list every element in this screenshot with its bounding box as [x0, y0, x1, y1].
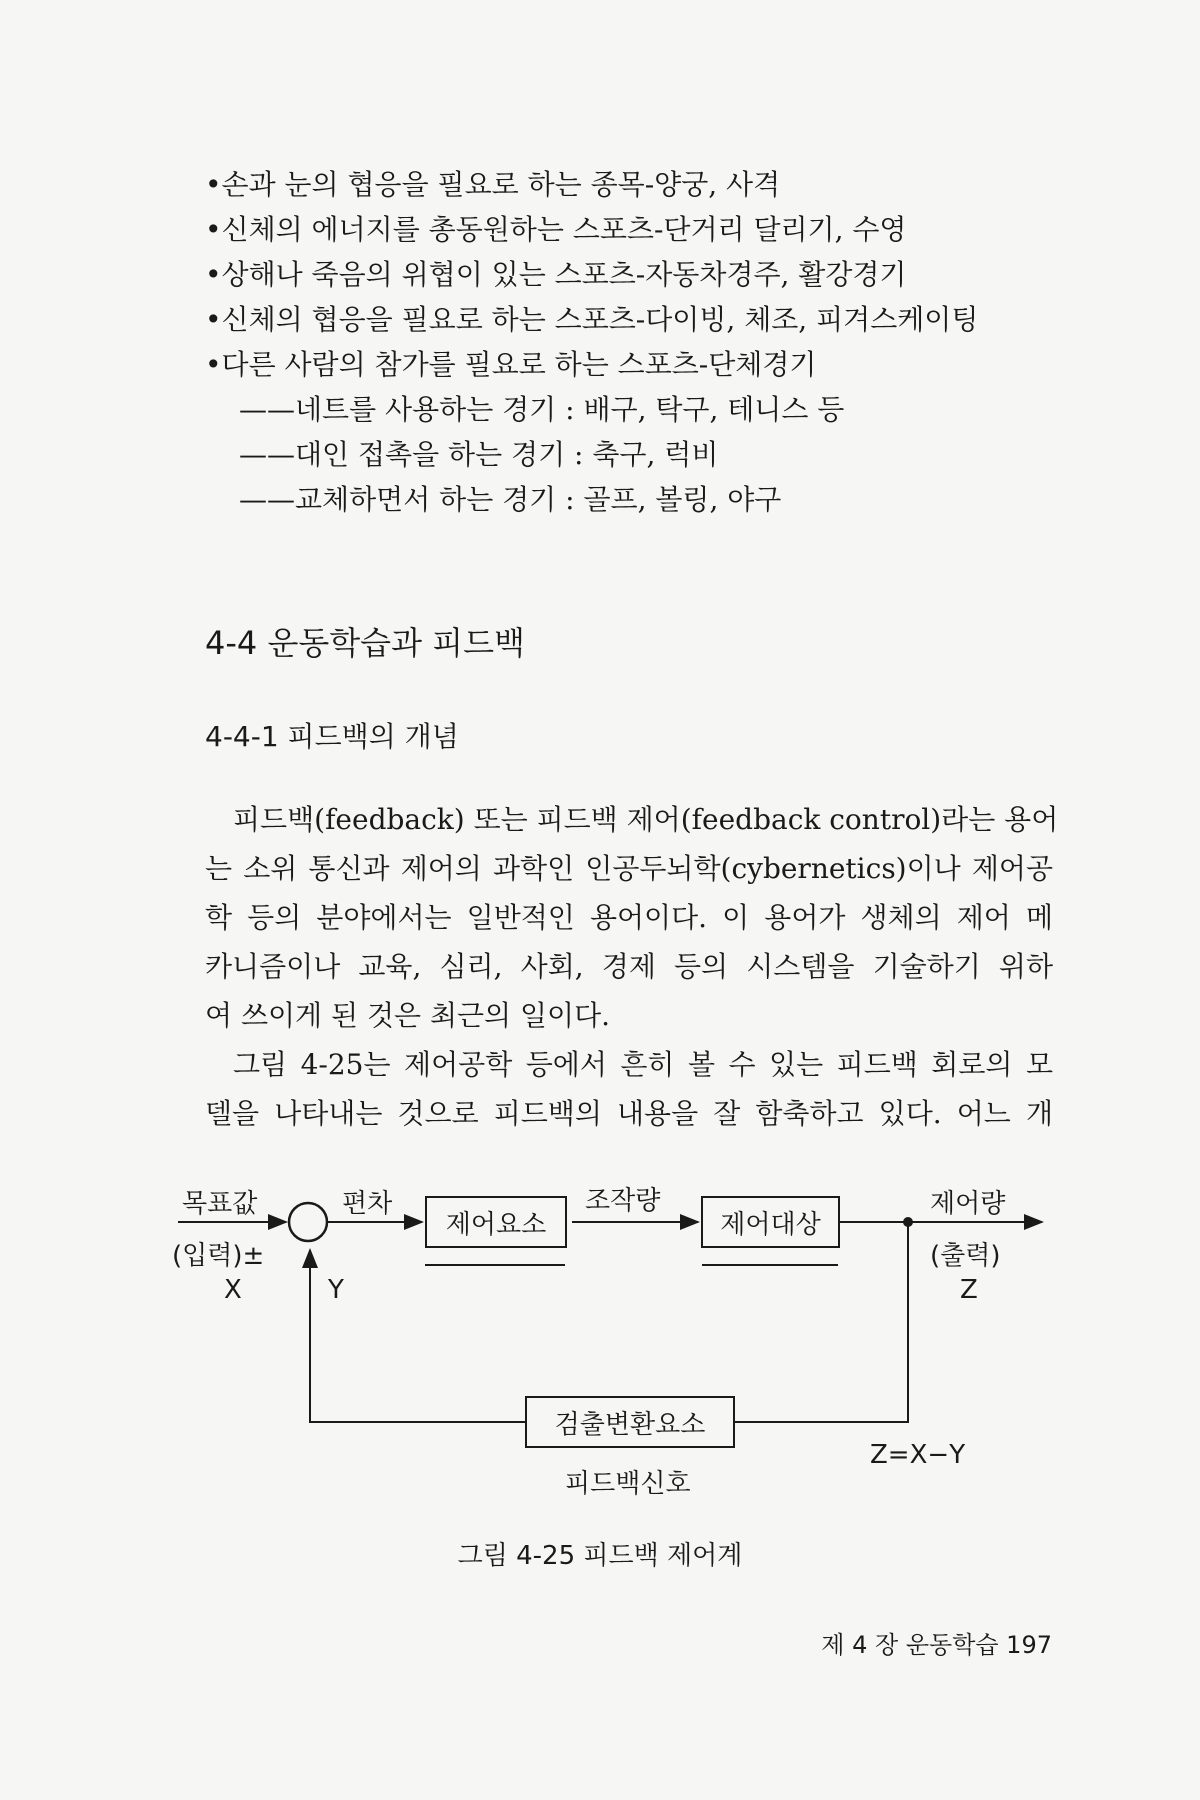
sub-item: ——교체하면서 하는 경기 : 골프, 볼링, 야구 — [239, 483, 782, 516]
paragraph-line: 학 등의 분야에서는 일반적인 용어이다. 이 용어가 생체의 제어 메 — [205, 901, 1053, 934]
error-label: 편차 — [342, 1189, 393, 1219]
bullet-item: •신체의 협응을 필요로 하는 스포츠-다이빙, 체조, 피겨스케이팅 — [205, 303, 979, 336]
controlled-label: 제어량 — [930, 1189, 1006, 1219]
paragraph-line: 여 쓰이게 된 것은 최근의 일이다. — [205, 999, 611, 1032]
bullet-item: •신체의 에너지를 총동원하는 스포츠-단거리 달리기, 수영 — [205, 213, 907, 246]
feedback-line-right — [735, 1222, 908, 1422]
bullet-list — [205, 162, 1105, 522]
bullet-item: •상해나 죽음의 위협이 있는 스포츠-자동차경주, 활강경기 — [205, 258, 907, 291]
feedback-signal-label: 피드백신호 — [565, 1469, 691, 1499]
bullet-item: •다른 사람의 참가를 필요로 하는 스포츠-단체경기 — [205, 348, 817, 381]
paragraph-line: 는 소위 통신과 제어의 과학인 인공두뇌학(cybernetics)이나 제어공 — [205, 852, 1053, 885]
controller-box: 제어요소 — [425, 1196, 567, 1248]
paragraph-line: 델을 나타내는 것으로 피드백의 내용을 잘 함축하고 있다. 어느 개 — [205, 1097, 1053, 1130]
input-label: (입력)± — [172, 1241, 265, 1271]
feedback-box: 검출변환요소 — [525, 1396, 735, 1448]
y-label: Y — [328, 1275, 344, 1305]
sub-item: ——대인 접촉을 하는 경기 : 축구, 럭비 — [239, 438, 719, 471]
paragraph-line: 그림 4-25는 제어공학 등에서 흔히 볼 수 있는 피드백 회로의 모 — [233, 1048, 1053, 1081]
paragraph-line: 카니즘이나 교육, 심리, 사회, 경제 등의 시스템을 기술하기 위하 — [205, 950, 1053, 983]
subsection-heading: 4-4-1 피드백의 개념 — [205, 720, 459, 753]
body-paragraph — [205, 795, 1059, 1138]
output-label: (출력) — [930, 1241, 1001, 1271]
z-label: Z — [960, 1275, 978, 1305]
manipulated-label: 조작량 — [585, 1186, 661, 1216]
target-value-label: 목표값 — [182, 1189, 258, 1219]
sub-item: ——네트를 사용하는 경기 : 배구, 탁구, 테니스 등 — [239, 393, 845, 426]
feedback-line-left — [310, 1250, 525, 1422]
paragraph-line: 피드백(feedback) 또는 피드백 제어(feedback control)라는 용어 — [233, 803, 1059, 836]
section-heading: 4-4 운동학습과 피드백 — [205, 624, 525, 662]
summing-junction — [289, 1203, 327, 1241]
figure-caption: 그림 4-25 피드백 제어계 — [457, 1541, 743, 1571]
bullet-item: •손과 눈의 협응을 필요로 하는 종목-양궁, 사격 — [205, 168, 781, 201]
plant-box: 제어대상 — [701, 1196, 840, 1248]
page-footer: 제 4 장 운동학습 197 — [821, 1631, 1052, 1659]
branch-point — [903, 1217, 913, 1227]
x-label: X — [224, 1275, 242, 1305]
equation-label: Z=X−Y — [870, 1440, 966, 1470]
